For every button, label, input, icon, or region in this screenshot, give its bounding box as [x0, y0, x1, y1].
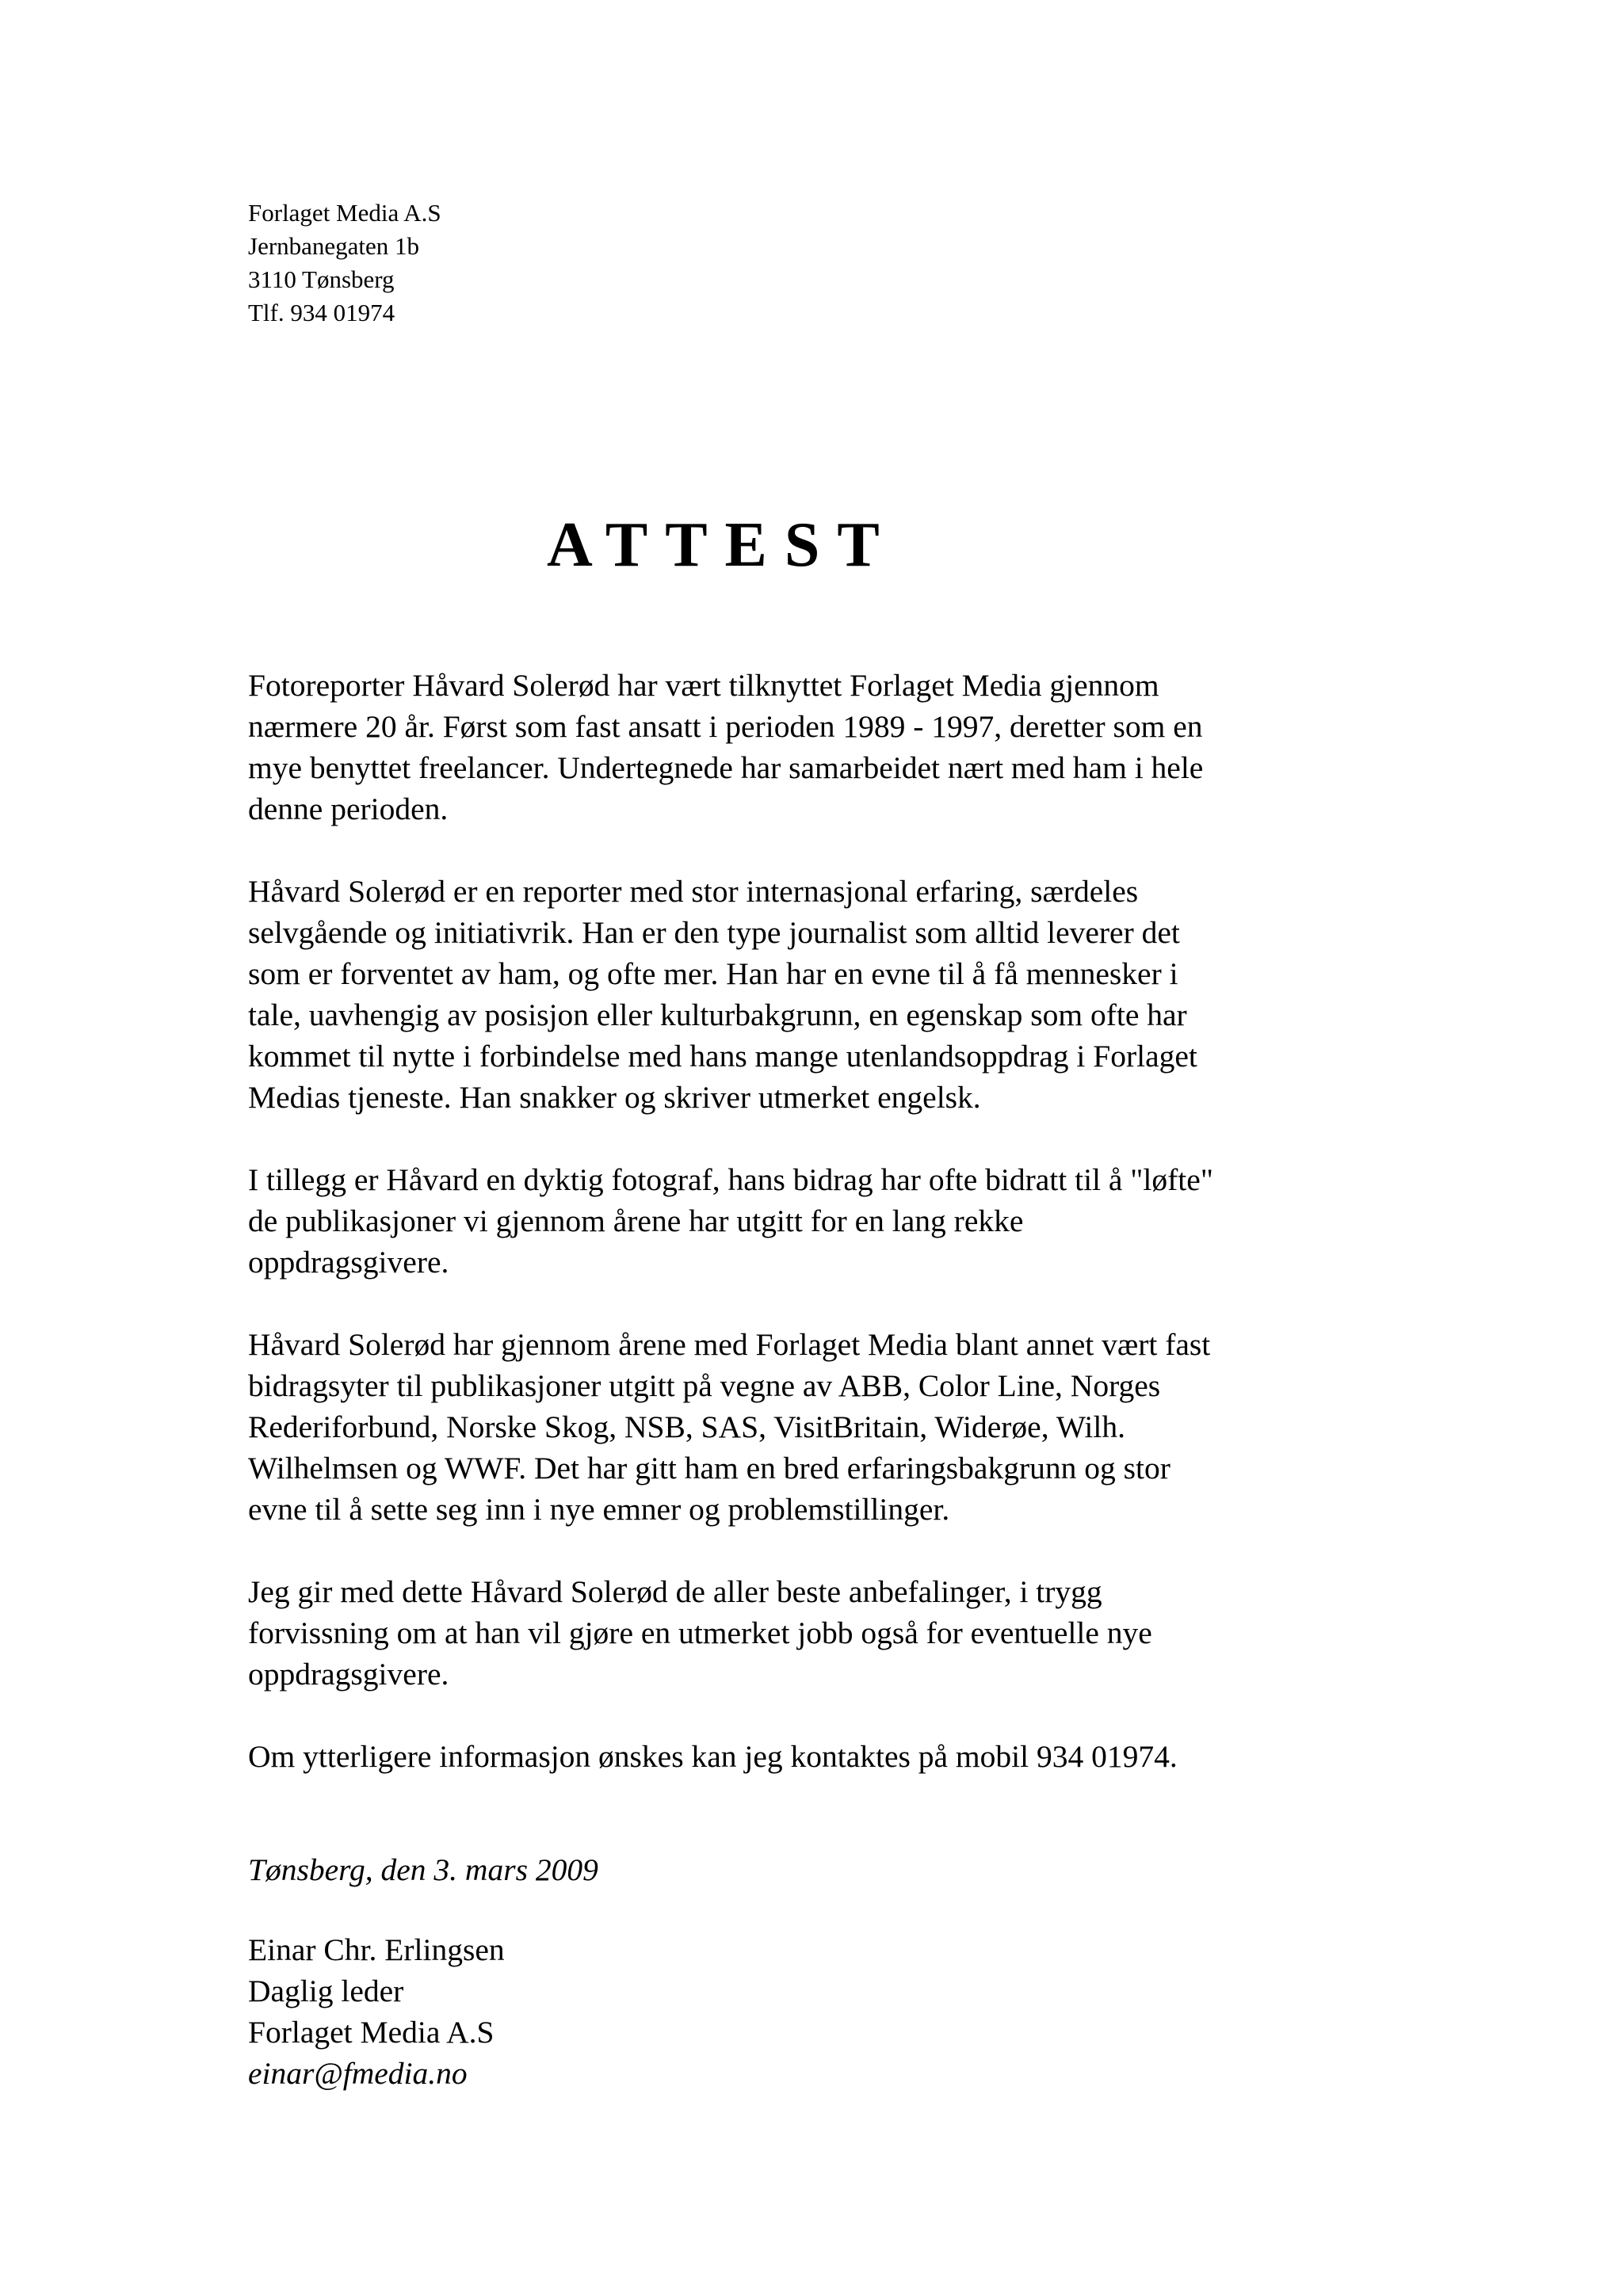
text-line: Håvard Solerød har gjennom årene med Forlaget Media blant annet vært fast: [248, 1327, 1211, 1362]
text-line: bidragsyter til publikasjoner utgitt på vegne av ABB, Color Line, Norges: [248, 1368, 1161, 1403]
paragraph-4: [248, 1324, 1389, 1530]
text-line: Wilhelmsen og WWF. Det har gitt ham en bred erfaringsbakgrunn og stor: [248, 1451, 1170, 1486]
text-line: Jeg gir med dette Håvard Solerød de aller beste anbefalinger, i trygg: [248, 1574, 1102, 1609]
text-line: mye benyttet freelancer. Undertegnede har samarbeidet nært med ham i hele: [248, 750, 1204, 785]
sender-street: Jernbanegaten 1b: [248, 232, 420, 260]
text-line: kommet til nytte i forbindelse med hans mange utenlandsoppdrag i Forlaget: [248, 1039, 1197, 1074]
text-line: Rederiforbund, Norske Skog, NSB, SAS, VisitBritain, Widerøe, Wilh.: [248, 1409, 1126, 1444]
sender-address-block: [248, 196, 961, 330]
paragraph-2: [248, 871, 1389, 1118]
document-title: ATTEST: [547, 510, 897, 580]
text-line: I tillegg er Håvard en dyktig fotograf, hans bidrag har ofte bidratt til å "løfte": [248, 1162, 1213, 1197]
text-line: Medias tjeneste. Han snakker og skriver utmerket engelsk.: [248, 1080, 981, 1115]
text-line: oppdragsgivere.: [248, 1245, 449, 1280]
text-line: denne perioden.: [248, 791, 449, 826]
text-line: oppdragsgivere.: [248, 1657, 449, 1691]
sender-phone: Tlf. 934 01974: [248, 299, 395, 326]
signer-name: Einar Chr. Erlingsen: [248, 1932, 505, 1967]
text-line: nærmere 20 år. Først som fast ansatt i perioden 1989 - 1997, deretter som en: [248, 709, 1203, 744]
paragraph-1: [248, 665, 1389, 830]
paragraph-5: [248, 1571, 1389, 1695]
text-line: tale, uavhengig av posisjon eller kulturbakgrunn, en egenskap som ofte har: [248, 997, 1187, 1032]
text-line: Om ytterligere informasjon ønskes kan jeg kontaktes på mobil 934 01974.: [248, 1739, 1178, 1774]
signer-email: einar@fmedia.no: [248, 2056, 468, 2091]
text-line: som er forventet av ham, og ofte mer. Han har en evne til å få mennesker i: [248, 956, 1178, 991]
sender-postal: 3110 Tønsberg: [248, 265, 395, 293]
signature-block: [248, 1929, 505, 2094]
text-line: evne til å sette seg inn i nye emner og problemstillinger.: [248, 1492, 950, 1527]
paragraph-6: [248, 1736, 1389, 1777]
text-line: forvissning om at han vil gjøre en utmerket jobb også for eventuelle nye: [248, 1615, 1152, 1650]
text-line: Fotoreporter Håvard Solerød har vært tilknyttet Forlaget Media gjennom: [248, 668, 1159, 703]
place-and-date: Tønsberg, den 3. mars 2009: [248, 1852, 598, 1887]
text-line: selvgående og initiativrik. Han er den type journalist som alltid leverer det: [248, 915, 1180, 950]
paragraph-3: [248, 1159, 1389, 1283]
text-line: de publikasjoner vi gjennom årene har utgitt for en lang rekke: [248, 1203, 1024, 1238]
sender-company: Forlaget Media A.S: [248, 199, 441, 227]
letter-body: [248, 665, 1389, 1818]
signer-company: Forlaget Media A.S: [248, 2015, 495, 2050]
text-line: Håvard Solerød er en reporter med stor internasjonal erfaring, særdeles: [248, 874, 1139, 909]
signer-position: Daglig leder: [248, 1974, 404, 2008]
